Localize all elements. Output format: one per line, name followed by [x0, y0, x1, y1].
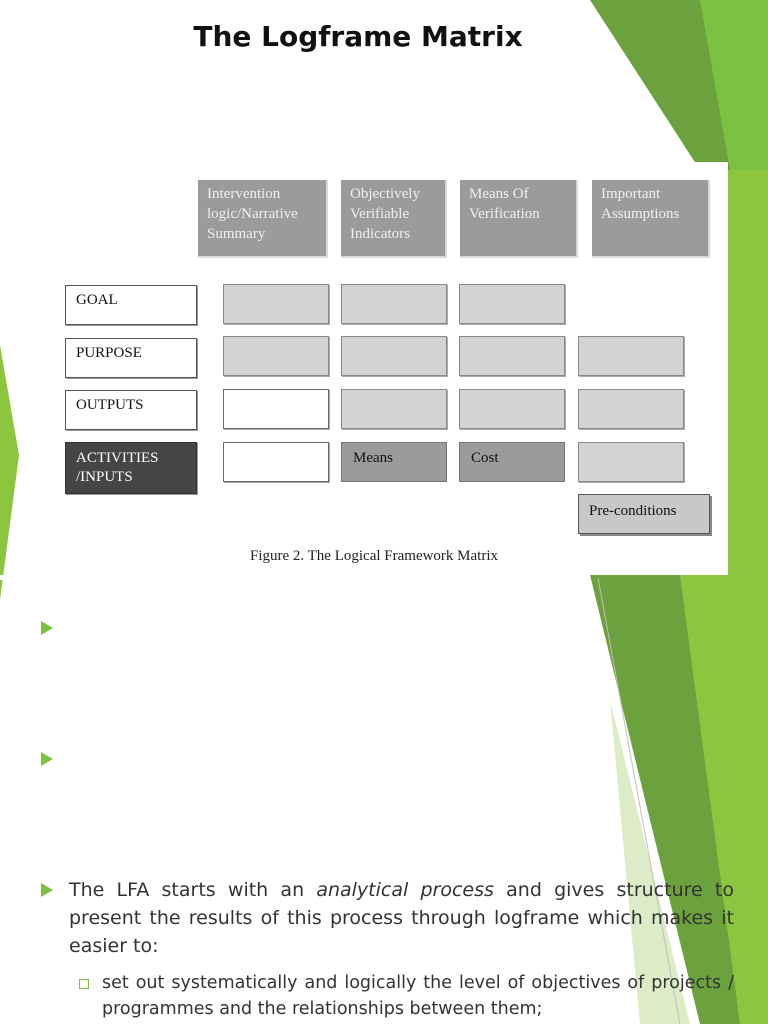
header-important-assumptions: Important Assumptions	[592, 180, 710, 258]
activities-means-cell: Means	[341, 442, 447, 482]
header-verifiable-indicators: Objectively Verifiable Indicators	[341, 180, 447, 258]
slide-title: The Logframe Matrix	[193, 20, 523, 53]
para-text-2: and gives structure to present the results of this process through logframe which makes it easier to:	[69, 879, 734, 957]
purpose-intervention-cell	[223, 336, 329, 376]
row-label-activities: ACTIVITIES /INPUTS	[65, 442, 197, 494]
bullet-arrow-icon	[41, 752, 53, 766]
activities-assumptions-cell	[578, 442, 684, 482]
bullet-arrow-icon	[41, 883, 53, 897]
sub-bullet-text: set out systematically and logically the level of objectives of projects / programmes and the relationships between them;	[102, 973, 734, 1019]
header-intervention-logic: Intervention logic/Narrative Summary	[198, 180, 328, 258]
row-label-purpose: PURPOSE	[65, 338, 197, 378]
row-label-outputs: OUTPUTS	[65, 390, 197, 430]
goal-intervention-cell	[223, 284, 329, 324]
figure-caption: Figure 2. The Logical Framework Matrix	[250, 548, 498, 564]
preconditions-box: Pre-conditions	[578, 494, 710, 534]
goal-verification-cell	[459, 284, 565, 324]
activities-intervention-cell	[223, 442, 329, 482]
row-label-goal: GOAL	[65, 285, 197, 325]
square-bullet-icon	[79, 979, 89, 989]
para-italic-text: analytical process	[316, 879, 494, 901]
bullet-arrow-icon	[41, 621, 53, 635]
left-green-sliver	[0, 345, 19, 600]
purpose-verification-cell	[459, 336, 565, 376]
lfa-paragraph	[69, 876, 734, 960]
outputs-verification-cell	[459, 389, 565, 429]
activities-cost-cell: Cost	[459, 442, 565, 482]
logframe-figure	[20, 162, 728, 574]
purpose-assumptions-cell	[578, 336, 684, 376]
goal-indicators-cell	[341, 284, 447, 324]
outputs-assumptions-cell	[578, 389, 684, 429]
right-green-strip	[728, 170, 768, 575]
outputs-indicators-cell	[341, 389, 447, 429]
outputs-intervention-cell	[223, 389, 329, 429]
para-text-1: The LFA starts with an	[69, 879, 317, 901]
purpose-indicators-cell	[341, 336, 447, 376]
white-gap	[0, 575, 40, 580]
header-means-of-verification: Means Of Verification	[460, 180, 578, 258]
